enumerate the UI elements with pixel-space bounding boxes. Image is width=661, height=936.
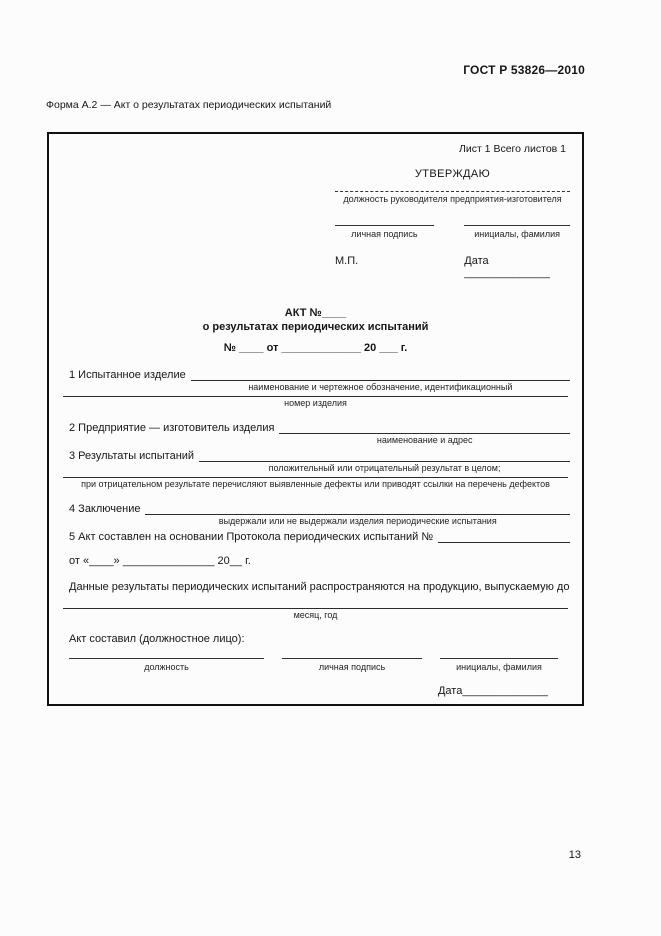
item5-date-line: от «____» _______________ 20__ г.: [69, 555, 251, 567]
approval-position-caption: должность руководителя предприятия-изготовителя: [343, 194, 562, 204]
approval-block: [335, 168, 570, 279]
item3-caption-2: при отрицательном результате перечисляют выявленные дефекты или приводят ссылки на перечень дефектов: [81, 479, 550, 489]
approval-position-line: [335, 191, 570, 192]
name-caption: инициалы, фамилия: [456, 662, 542, 672]
composer-date-field: Дата______________: [437, 685, 548, 697]
name-caption: инициалы, фамилия: [474, 229, 560, 239]
act-title-block: [61, 306, 570, 355]
item4-caption: выдержали или не выдержали изделия периодические испытания: [218, 516, 497, 526]
item4-label: 4 Заключение: [69, 503, 141, 515]
act-title-number: АКТ №____: [284, 307, 347, 319]
validity-caption: месяц, год: [293, 610, 338, 620]
item2-label: 2 Предприятие — изготовитель изделия: [69, 422, 275, 434]
item4-field: [61, 502, 570, 526]
composer-label: Акт составил (должностное лицо):: [69, 633, 245, 645]
composer-name-field: [440, 658, 558, 673]
signature-caption: личная подпись: [351, 229, 418, 239]
item3-blank-line-2: [63, 477, 568, 489]
validity-text: Данные результаты периодических испытаний распространяются на продукцию, выпускаемую до: [69, 581, 570, 593]
form-caption: Форма А.2 — Акт о результатах периодических испытаний: [46, 99, 332, 111]
item3-field: [61, 449, 570, 473]
item1-blank-line-2: [63, 396, 568, 408]
act-form-frame: [47, 132, 584, 706]
item5-field: [61, 530, 570, 543]
item2-blank-line: [279, 421, 570, 445]
validity-field: [61, 580, 570, 593]
item4-blank-line: [145, 502, 570, 526]
approval-title: УТВЕРЖДАЮ: [414, 168, 491, 180]
item1-blank-line: [191, 368, 570, 392]
position-caption: должность: [144, 662, 189, 672]
approval-signature-field: [335, 225, 434, 240]
item2-field: [61, 421, 570, 445]
stamp-date-row: [335, 255, 570, 279]
item5-blank-line: [438, 530, 570, 543]
item3-label: 3 Результаты испытаний: [69, 450, 195, 462]
approval-date-field: Дата ______________: [464, 255, 550, 279]
composer-signature-field: [282, 658, 422, 673]
composer-position-field: [69, 658, 264, 673]
item1-field: [61, 368, 570, 392]
item3-caption-1: положительный или отрицательный результат в целом;: [268, 463, 501, 473]
standard-number: ГОСТ Р 53826—2010: [463, 63, 585, 77]
sheet-counter: Лист 1 Всего листов 1: [458, 143, 566, 155]
item1-label: 1 Испытанное изделие: [69, 369, 186, 381]
act-title-subject: о результатах периодических испытаний: [202, 321, 429, 333]
composer-signature-row: [61, 658, 570, 673]
item2-caption: наименование и адрес: [376, 435, 473, 445]
validity-blank-line-2: [63, 608, 568, 620]
item1-caption-1: наименование и чертежное обозначение, идентификационный: [248, 382, 513, 392]
act-title-date-line: № ____ от _____________ 20 ___ г.: [223, 342, 408, 354]
item5-label: 5 Акт составлен на основании Протокола периодических испытаний №: [69, 531, 434, 543]
signature-caption: личная подпись: [318, 662, 386, 672]
item3-blank-line: [199, 449, 570, 473]
approval-name-field: [464, 225, 570, 240]
page-number: 13: [568, 849, 581, 861]
approval-signature-row: [335, 225, 570, 240]
stamp-label: М.П.: [335, 255, 359, 267]
item1-caption-2: номер изделия: [284, 398, 347, 408]
